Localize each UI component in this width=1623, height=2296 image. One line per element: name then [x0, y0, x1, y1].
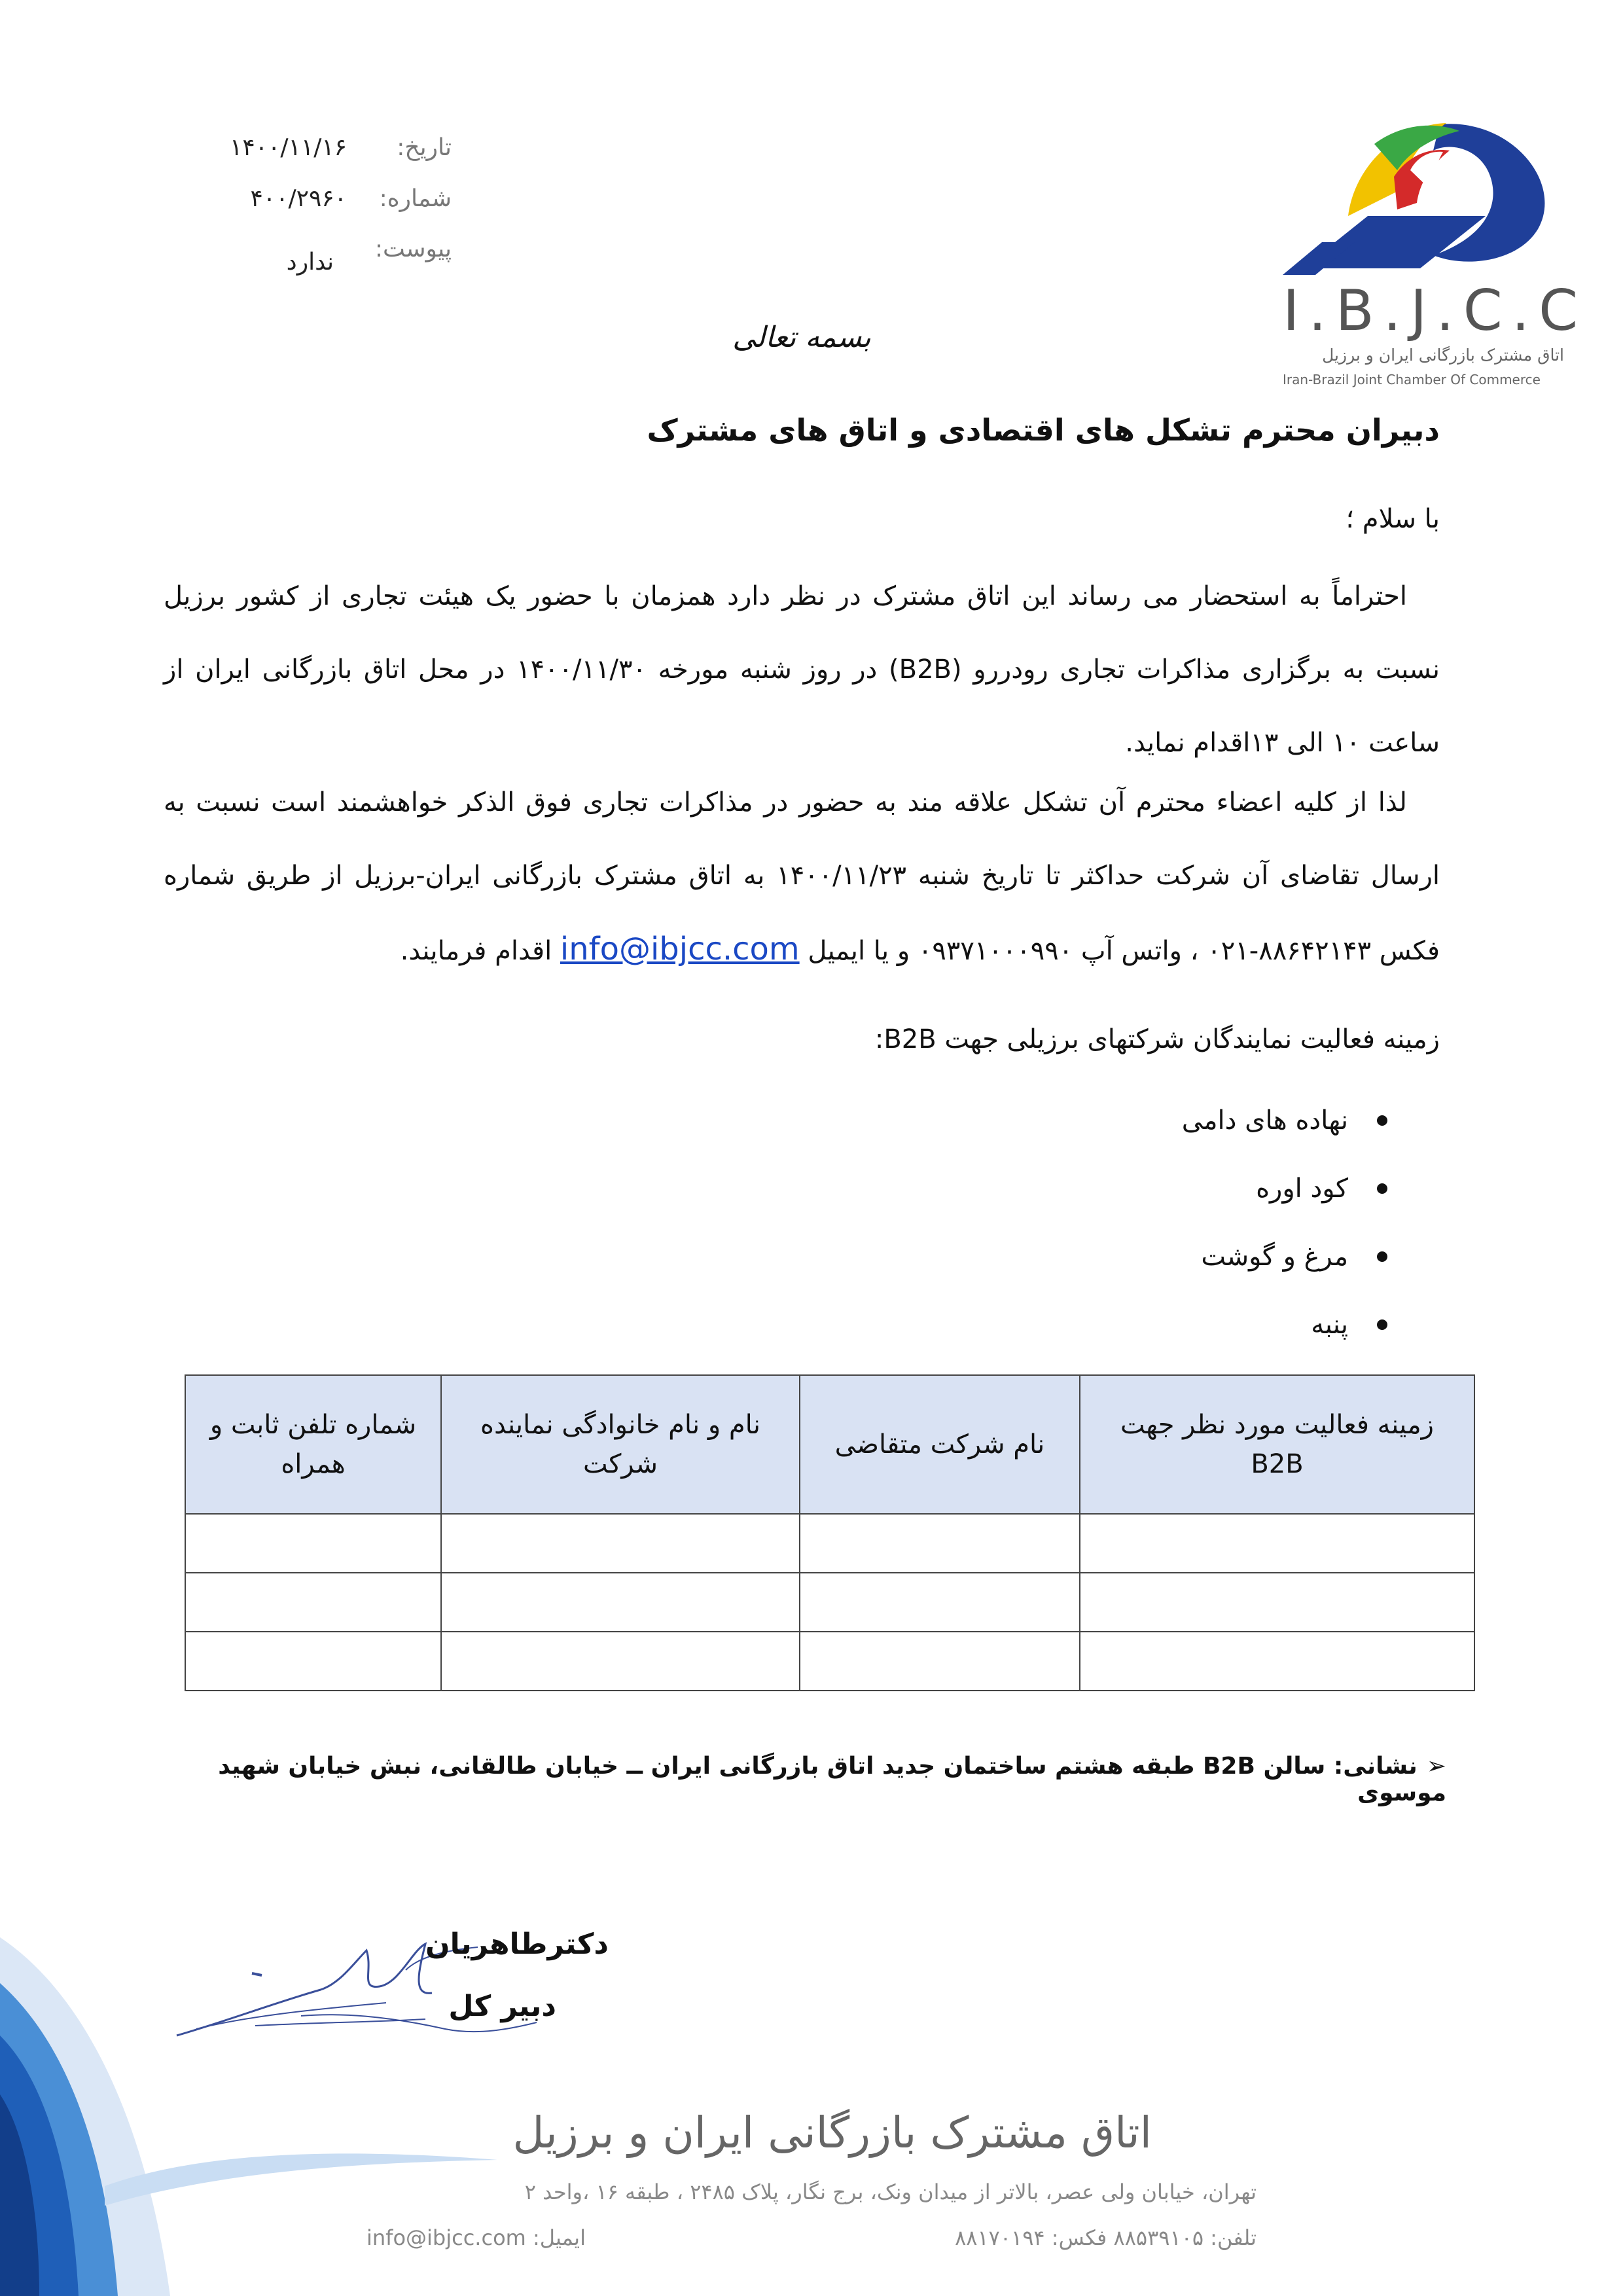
table-cell[interactable]: [441, 1632, 800, 1691]
table-cell[interactable]: [441, 1514, 800, 1573]
table-cell[interactable]: [185, 1632, 441, 1691]
footer-contact: [366, 2225, 1257, 2258]
greeting: با سلام ؛: [1346, 504, 1440, 534]
table-cell[interactable]: [800, 1632, 1080, 1691]
header-company: نام شرکت متقاضی: [800, 1375, 1080, 1514]
attachment-row: [196, 236, 452, 275]
paragraph-intro: احتراماً به استحضار می رساند این اتاق مشترک در نظر دارد همزمان با حضور یک هیئت تجاری از کشور برزیل نسبت به برگزاری مذاکرات تجاری رودررو (B2B) در روز شنبه مورخه ۱۴۰۰/۱۱/۳۰ در محل اتاق بازرگانی ایران از ساعت ۱۰ الی ۱۳اقدام نماید.: [164, 581, 1440, 758]
date-value: ۱۴۰۰/۱۱/۱۶: [230, 134, 347, 161]
paragraph-request-text: لذا از کلیه اعضاء محترم آن تشکل علاقه مند به حضور در مذاکرات تجاری فوق الذکر خواهشمند است نسبت به ارسال تقاضای آن شرکت حداکثر تا تاریخ شنبه ۱۴۰۰/۱۱/۲۳ به اتاق مشترک بازرگانی ایران-برزیل از طریق شماره فکس ۸۸۶۴۲۱۴۳-۰۲۱ ، واتس آپ ۰۹۳۷۱۰۰۰۹۹۰ و یا ایمیل: [164, 787, 1440, 966]
table-row: [185, 1632, 1474, 1691]
header-activity: زمینه فعالیت مورد نظر جهت B2B: [1080, 1375, 1474, 1514]
header-phone: شماره تلفن ثابت و همراه: [185, 1375, 441, 1514]
number-label: شماره:: [379, 185, 452, 212]
activity-title: زمینه فعالیت نمایندگان شرکتهای برزیلی جهت B2B:: [874, 1024, 1440, 1054]
email-link[interactable]: info@ibjcc.com: [560, 931, 800, 967]
table-cell[interactable]: [1080, 1514, 1474, 1573]
table-cell[interactable]: [1080, 1632, 1474, 1691]
footer-email-label: ایمیل: info@ibjcc.com: [366, 2225, 586, 2250]
activity-item: مرغ و گوشت: [982, 1223, 1387, 1291]
logo-en-name: Iran-Brazil Joint Chamber Of Commerce: [1283, 372, 1541, 387]
attachment-value: ندارد: [286, 249, 334, 276]
table-cell[interactable]: [800, 1573, 1080, 1632]
footer-email[interactable]: info@ibjcc.com: [366, 2225, 526, 2250]
logo-letters: I.B.J.C.C: [1283, 278, 1588, 344]
signatory-role: دبیر کل: [448, 1990, 556, 2023]
activity-list: [982, 1086, 1387, 1359]
date-label: تاریخ:: [397, 134, 452, 161]
table-cell[interactable]: [185, 1514, 441, 1573]
date-row: [196, 134, 452, 173]
table-cell[interactable]: [1080, 1573, 1474, 1632]
activity-item: کود اوره: [982, 1155, 1387, 1223]
attachment-label: پیوست:: [374, 236, 452, 262]
arrow-bullet-icon: ➢: [1426, 1753, 1446, 1780]
footer-phone: تلفن: ۸۸۵۳۹۱۰۵ فکس: ۸۸۱۷۰۱۹۴: [955, 2225, 1257, 2250]
representatives-table: [185, 1374, 1475, 1691]
bismillah: بسمه تعالی: [732, 321, 871, 354]
table-cell[interactable]: [441, 1573, 800, 1632]
number-value: ۴۰۰/۲۹۶۰: [250, 185, 347, 212]
table-row: [185, 1514, 1474, 1573]
table-header-row: [185, 1375, 1474, 1514]
bullet-icon: [1377, 1319, 1387, 1330]
footer-title: اتاق مشترک بازرگانی ایران و برزیل: [512, 2108, 1152, 2158]
addressee: دبیران محترم تشکل های اقتصادی و اتاق های مشترک: [647, 412, 1440, 448]
paragraph-request: [164, 766, 1440, 988]
venue-address-text: نشانی: سالن B2B طبقه هشتم ساختمان جدید اتاق بازرگانی ایران ــ خیابان طالقانی، نبش خیابان شهید موسوی: [218, 1753, 1446, 1806]
bullet-icon: [1377, 1251, 1387, 1262]
bullet-icon: [1377, 1183, 1387, 1194]
activity-item: نهاده های دامی: [982, 1086, 1387, 1155]
table-row: [185, 1573, 1474, 1632]
paragraph-request-end: اقدام فرمایند.: [400, 936, 552, 966]
table-cell[interactable]: [185, 1573, 441, 1632]
number-row: [196, 185, 452, 224]
venue-address: [164, 1753, 1446, 1806]
signatory-name: دکترطاهریان: [425, 1928, 609, 1961]
footer-address: تهران، خیابان ولی عصر، بالاتر از میدان ونک، برج نگار، پلاک ۲۴۸۵ ، طبقه ۱۶ ،واحد ۲: [524, 2179, 1257, 2204]
header-representative: نام و نام خانوادگی نماینده شرکت: [441, 1375, 800, 1514]
bullet-icon: [1377, 1115, 1387, 1126]
logo-fa-name: اتاق مشترک بازرگانی ایران و برزیل: [1322, 346, 1564, 365]
table-cell[interactable]: [800, 1514, 1080, 1573]
activity-item: پنبه: [982, 1291, 1387, 1359]
